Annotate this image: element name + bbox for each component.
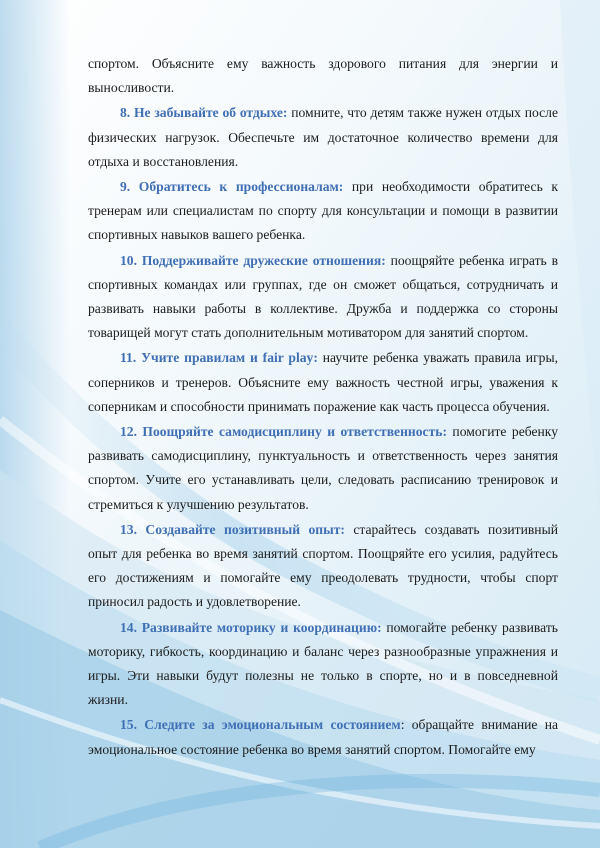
item-text: поощряйте ребенка играть в спортивных командах или группах, где он сможет общаться, сотрудничать и развивать навыки работы в коллективе. Дружба и поддержка со стороны товарищей могут стать дополнительным мотиватором для занятий спортом. (88, 252, 558, 341)
list-item (88, 249, 558, 346)
item-text: : обращайте внимание на эмоциональное состояние ребенка во время занятий спортом. Помогайте ему (88, 717, 559, 757)
document-page (88, 52, 558, 763)
item-heading: 11. Учите правилам и fair play: (120, 350, 318, 366)
item-heading: 10. Поддерживайте дружеские отношения: (120, 252, 386, 268)
item-text: помните, что детям также нужен отдых после физических нагрузок. Обеспечьте им достаточное количество времени для отдыха и восстановления. (88, 105, 558, 169)
item-text: старайтесь создавать позитивный опыт для ребенка во время занятий спортом. Поощряйте его усилия, радуйтесь его достижениям и помогайте ему преодолевать трудности, чтобы спорт приносил радость и удовлетворение. (88, 521, 558, 610)
list-item (88, 101, 558, 174)
item-heading: 15. Следите за эмоциональным состоянием (120, 717, 401, 733)
list-item (88, 420, 558, 517)
item-text: при необходимости обратитесь к тренерам или специалистам по спорту для консультации и помощи в развитии спортивных навыков вашего ребенка. (88, 179, 558, 243)
item-heading: 14. Развивайте моторику и координацию: (120, 619, 382, 635)
item-heading: 9. Обратитесь к профессионалам: (120, 179, 344, 195)
list-item (88, 346, 558, 419)
continuation-paragraph: спортом. Объясните ему важность здорового питания для энергии и выносливости. (88, 56, 558, 96)
list-item (88, 713, 558, 761)
item-text: помогайте ребенку развивать моторику, гибкость, координацию и баланс через разнообразные упражнения и игры. Эти навыки будут полезны не только в спорте, но и в повседневной жизни. (88, 619, 558, 708)
list-item (88, 616, 558, 713)
item-text: помогите ребенку развивать самодисциплину, пунктуальность и ответственность через занятия спортом. Учите его устанавливать цели, следовать расписанию тренировок и стремиться к улучшению результатов. (88, 424, 558, 512)
list-item (88, 518, 558, 615)
item-text: научите ребенка уважать правила игры, соперников и тренеров. Объясните ему важность честной игры, уважения к соперникам и способности принимать поражение как часть процесса обучения. (88, 350, 558, 414)
item-heading: 13. Создавайте позитивный опыт: (120, 521, 345, 537)
item-heading: 12. Поощряйте самодисциплину и ответственность: (120, 424, 447, 440)
item-heading: 8. Не забывайте об отдыхе: (120, 105, 288, 121)
list-item (88, 175, 558, 248)
